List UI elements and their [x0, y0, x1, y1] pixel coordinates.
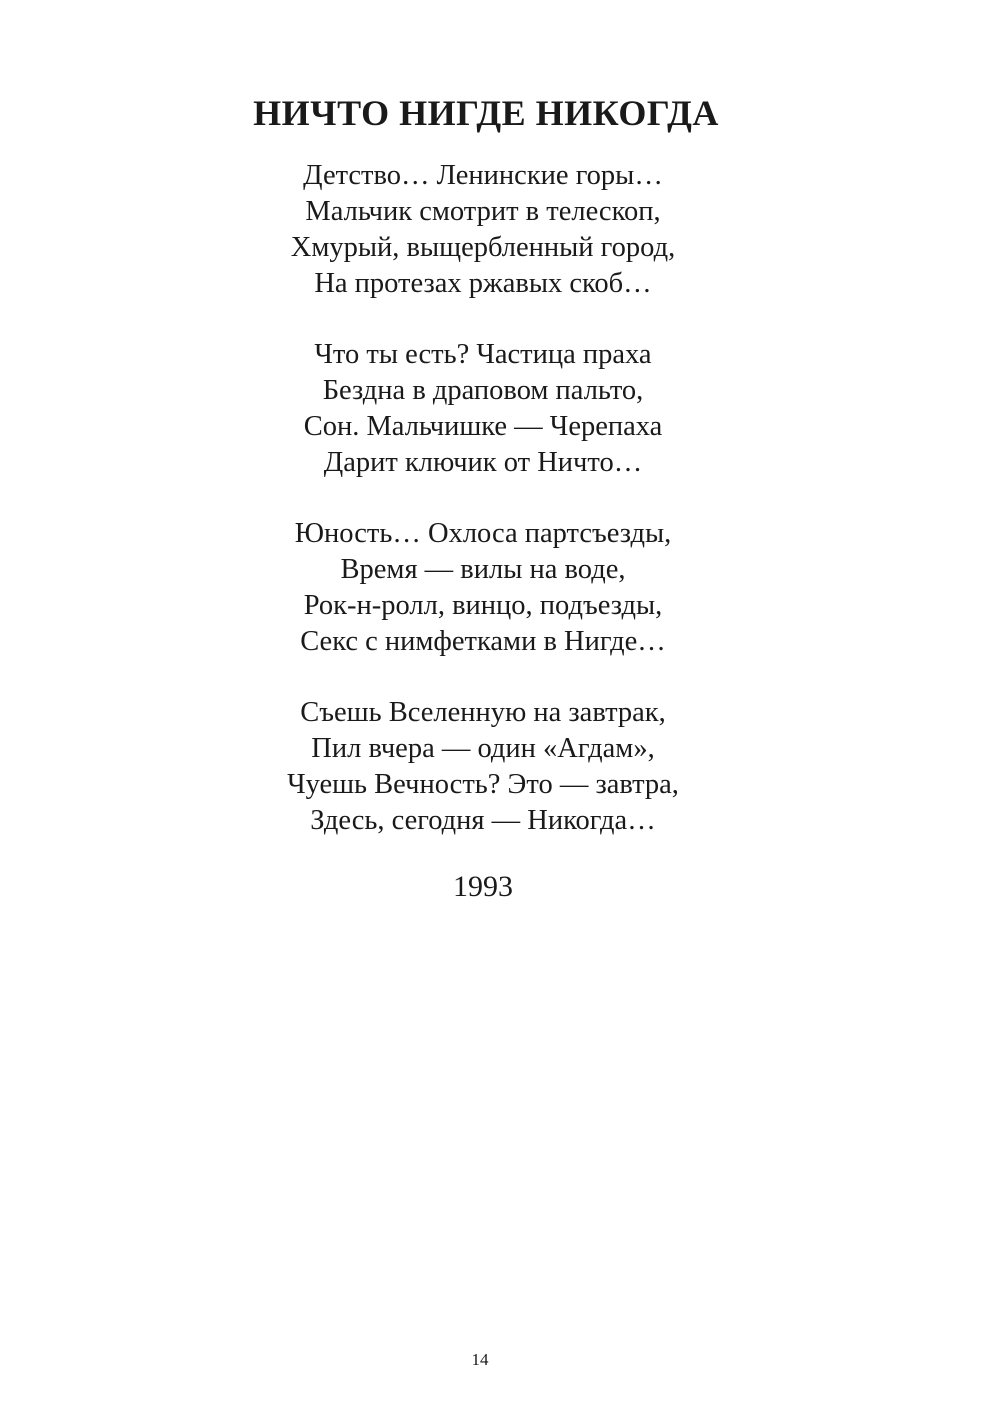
poem-line: Мальчик смотрит в телескоп,	[305, 196, 661, 227]
poem-line: Что ты есть? Частица праха	[314, 339, 652, 370]
stanza	[0, 695, 966, 839]
poem-year: 1993	[453, 870, 513, 903]
poem-line: Здесь, сегодня — Никогда…	[310, 805, 656, 836]
poem-line: Время — вилы на воде,	[340, 554, 626, 585]
poem-line: Дарит ключик от Ничто…	[323, 447, 643, 478]
poem-line: Бездна в драповом пальто,	[322, 375, 644, 406]
poem-line: Чуешь Вечность? Это — завтра,	[287, 769, 679, 800]
stanza	[0, 516, 966, 660]
poem-line: Сон. Мальчишке — Черепаха	[303, 411, 663, 442]
poem-line: Хмурый, выщербленный город,	[290, 232, 676, 263]
poem-line: На протезах ржавых скоб…	[314, 268, 652, 299]
stanza	[0, 158, 966, 302]
poem-line: Секс с нимфетками в Нигде…	[300, 626, 666, 657]
poem-line: Пил вчера — один «Агдам»,	[311, 733, 655, 764]
poem-title: НИЧТО НИГДЕ НИКОГДА	[253, 93, 719, 133]
page-number: 14	[471, 1350, 489, 1369]
poem-line: Рок-н-ролл, винцо, подъезды,	[303, 590, 663, 621]
poem-line: Детство… Ленинские горы…	[303, 160, 663, 191]
poem-line: Юность… Охлоса партсъезды,	[294, 518, 672, 549]
poem-line: Съешь Вселенную на завтрак,	[300, 697, 666, 728]
stanza	[0, 337, 966, 481]
